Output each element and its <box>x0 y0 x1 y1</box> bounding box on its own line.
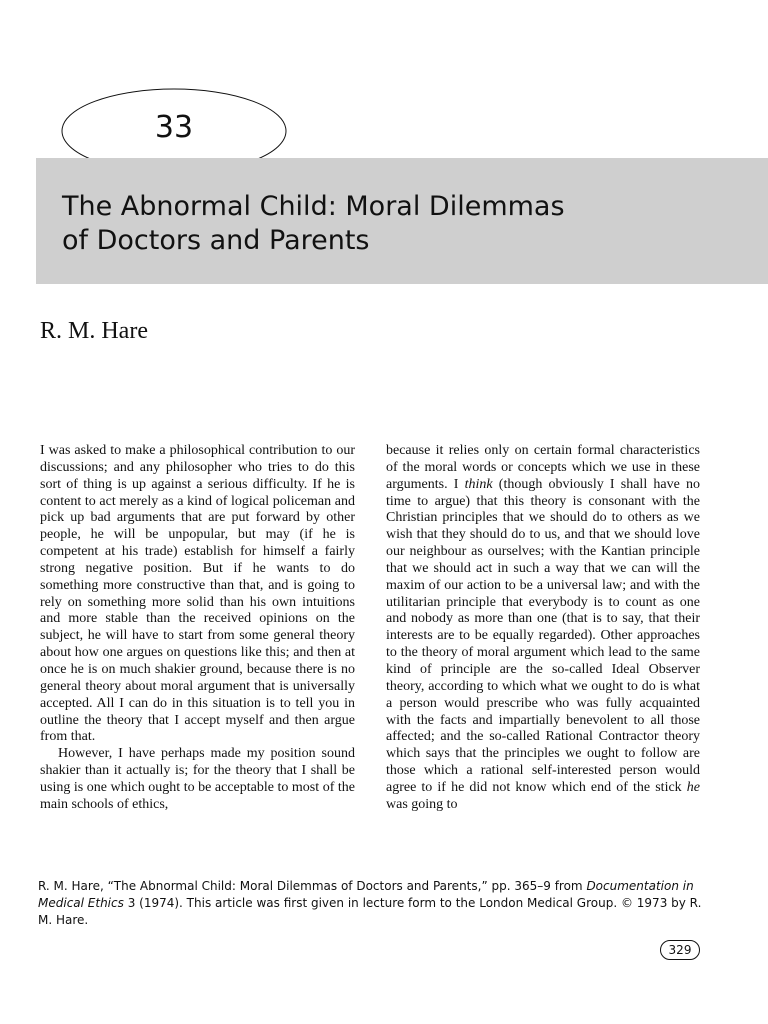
source-footnote <box>38 878 706 929</box>
emphasis-he: he <box>686 779 700 795</box>
footnote-text: 3 (1974). This article was first given in lecture form to the London Medical Group. © 1973 by R. M. Hare. <box>38 896 702 927</box>
author-name: R. M. Hare <box>40 318 148 344</box>
left-column <box>40 443 355 814</box>
right-column <box>386 443 700 814</box>
paragraph-2: However, I have perhaps made my position sound shakier than it actually is; for the theory that I shall be using is one which ought to be acceptable to most of the main schools of ethics, <box>40 746 355 812</box>
paragraph-1: I was asked to make a philosophical contribution to our discussions; and any philosopher who tries to do this sort of thing is up against a serious difficulty. If he is content to act merely as a kind of logical policeman and pick up bad arguments that are put forward by other people, he will be unpopular, but may (if he is competent at his trade) establish for himself a fairly strong negative position. But if he wants to do something more constructive than that, and is going to rely on something more solid than his own intuitions and more stable than the received opinions on the subject, he will have to start from some general theory about how one argues on questions like this; and then at once he is on much shakier ground, because there is no general theory about moral argument that is universally accepted. All I can do in this situation is to tell you in outline the theory that I accept myself and then argue from that. <box>40 443 355 745</box>
page-number: 329 <box>660 940 700 960</box>
footnote-text: R. M. Hare, “The Abnormal Child: Moral Dilemmas of Doctors and Parents,” pp. 365–9 from <box>38 879 587 893</box>
body-text: (though obviously I shall have no time to argue) that this theory is consonant with the Christian principles that we should do to others as we wish that they should do to us, and that we should love our neighbour as ourselves; with the Kantian principle that we should act in such a way that we can will the maxim of our action to be a universal law; and with the utilitarian principle that everybody is to count as one and nobody as more than one (that is to say, that their interests are to be equally regarded). Other approaches to the theory of moral argument which lead to the same kind of principle are the so-called Ideal Observer theory, according to which what we ought to do is what a person would prescribe who was fully acquainted with the facts and impartially benevolent to all those affected; and the so-called Rational Contractor theory which says that the principles we ought to follow are those which a rational self-interested person would agree to if he did not know which end of the stick <box>386 476 700 795</box>
paragraph-continued <box>386 443 700 814</box>
chapter-title-line-1: The Abnormal Child: Moral Dilemmas <box>62 191 565 222</box>
chapter-title <box>62 190 742 258</box>
emphasis-think: think <box>464 476 493 492</box>
chapter-title-line-2: of Doctors and Parents <box>62 225 370 256</box>
body-text: was going to <box>386 796 458 812</box>
body-text: because it relies only on certain formal characteristics of the moral words or concepts which we use in these arguments. I <box>386 443 700 492</box>
chapter-number: 33 <box>154 110 194 145</box>
journal-title: Documentation in Medical Ethics <box>38 879 694 910</box>
